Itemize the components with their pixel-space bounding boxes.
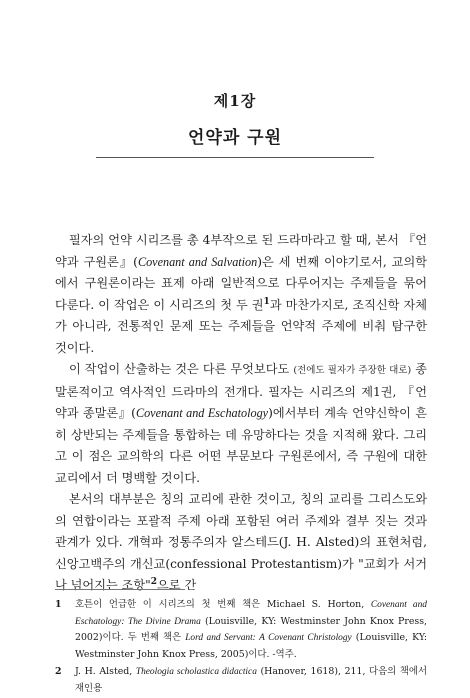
p1-book-title: Covenant and Salvation	[137, 254, 258, 269]
fn1-text-b: (Louisville, KY: Westminster John Knox Press, 2002)이다. 두 번째 책은	[75, 615, 427, 643]
p1-text-b: )은 세 번째 이야기로서, 교의학에서 구원론이라는 표제 아래 일반적으로 다루어지는 주제들을 묶어 다룬다. 이 작업은 이 시리즈의 첫 두 권	[55, 254, 427, 312]
body-text	[55, 230, 427, 597]
footnote-1	[55, 597, 427, 662]
p1-text-c: 과 마찬가지로, 조직신학 자체가 아니라, 전통적인 문제 또는 주제들을 언약적 주제에 비춰 탐구한 것이다.	[55, 297, 427, 355]
paragraph-1	[55, 230, 427, 359]
footnote-text	[75, 664, 427, 696]
fn2-text-b: (Hanover, 1618), 211, 다음의 책에서 재인용	[75, 666, 427, 694]
p2-text-b: 종말론적이고 역사적인 드라마의 전개다. 필자는 시리즈의 제1권, 『언약과 종말론』(	[55, 362, 428, 420]
title-divider	[96, 157, 374, 158]
footnote-divider	[55, 589, 185, 590]
footnote-ref-1[interactable]: 1	[263, 296, 270, 307]
p1-text-a: 필자의 언약 시리즈를 총 4부작으로 된 드라마라고 할 때, 본서 『언약과 구원론』(	[55, 233, 427, 269]
paragraph-2	[55, 359, 427, 489]
footnote-2	[55, 664, 427, 696]
footnotes	[55, 597, 427, 698]
p3-text-a: 본서의 대부분은 칭의 교리에 관한 것이고, 칭의 교리를 그리스도와의 연합이라는 포괄적 주제 아래 포함된 여러 주제와 결부 짓는 것과 관계가 있다. 개혁파 정통주의자 알스테드(J. H. Alsted)의 표현처럼, 신앙고백주의 개신교(confessional Protestantism)가 "교회가 서거나 넘어지는 조항"	[55, 492, 427, 592]
chapter-title: 언약과 구원	[187, 128, 283, 148]
fn1-text-c: (Louisville, KY: Westminster John Knox Press, 2005)이다. -역주.	[75, 632, 428, 660]
fn2-title-1: Theologia scholastica didactica	[135, 667, 257, 677]
fn1-text-a: 호튼이 언급한 이 시리즈의 첫 번째 책은 Michael S. Horton,	[75, 599, 371, 610]
chapter-number: 제1장	[213, 92, 257, 110]
p2-text-c: )에서부터 계속 언약신학이 흔히 상반되는 주제들을 통합하는 데 유망하다는 것을 지적해 왔다. 그리고 이 점은 교의학의 다른 어떤 부문보다 구원론에서, 즉 구원에 대한 교리에서 더 명백할 것이다.	[55, 406, 428, 485]
p3-text-b: 으로 간	[157, 578, 197, 592]
footnote-number: 2	[55, 666, 62, 677]
footnote-ref-2[interactable]: 2	[150, 576, 158, 587]
fn1-title-1: Covenant and Eschatology: The Divine Drama	[75, 600, 427, 627]
p2-parenthetical: (전에도 필자가 주장한 대로)	[293, 365, 412, 376]
fn1-title-2: Lord and Servant: A Covenant Christology	[185, 633, 352, 643]
paragraph-3	[55, 489, 427, 597]
footnote-text	[75, 597, 427, 662]
p2-text-a: 이 작업이 산출하는 것은 다른 무엇보다도	[69, 362, 294, 376]
p2-book-title: Covenant and Eschatology	[135, 406, 269, 420]
fn2-text-a: J. H. Alsted,	[75, 666, 136, 677]
footnote-number: 1	[55, 599, 62, 610]
